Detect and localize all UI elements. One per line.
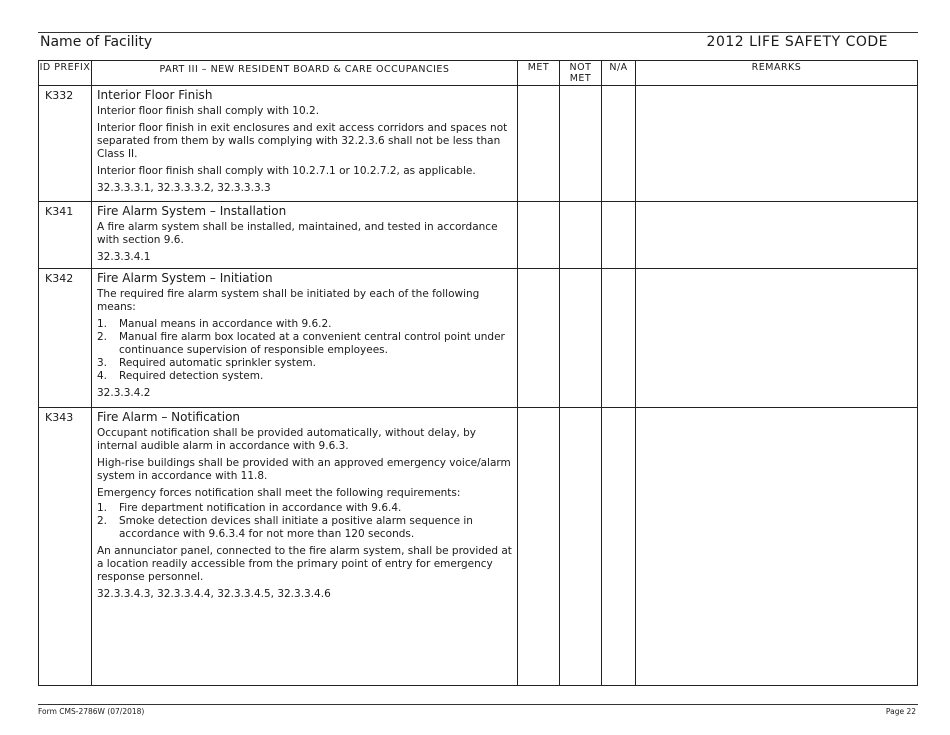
id-prefix-cell: K342 [39,269,92,408]
requirement-list [97,318,513,383]
list-number: 4. [97,370,108,382]
list-item [97,331,513,357]
na-cell[interactable] [602,408,636,686]
page-number: Page 22 [885,707,916,716]
list-text: Fire department notification in accordance with 9.6.4. [119,502,402,514]
citation: 32.3.3.4.3, 32.3.3.4.4, 32.3.3.4.5, 32.3.3.4.6 [97,588,331,600]
list-item [97,357,513,370]
tag-title: Interior Floor Finish [97,88,213,102]
requirement-text: The required fire alarm system shall be initiated by each of the following means: [97,288,480,313]
id-prefix-cell: K343 [39,408,92,686]
description-cell [92,408,518,686]
list-number: 1. [97,502,108,514]
facility-name-label: Name of Facility [40,34,153,50]
list-text: Manual fire alarm box located at a convenient central control point under continuance supervision of responsible employees. [119,331,505,356]
na-cell[interactable] [602,86,636,202]
remarks-cell[interactable] [636,86,918,202]
requirement-text: An annunciator panel, connected to the fire alarm system, shall be provided at a location readily accessible from the primary point of entry for emergency response personnel. [97,545,512,583]
description-cell [92,269,518,408]
header-row [39,61,918,86]
table-row [39,408,918,686]
remarks-header: REMARKS [636,61,918,86]
description-cell [92,86,518,202]
header-rule [38,32,918,33]
footer-rule [38,704,918,705]
tag-title: Fire Alarm System – Installation [97,204,287,218]
list-text: Manual means in accordance with 9.6.2. [119,318,332,330]
list-item [97,502,513,515]
na-cell[interactable] [602,202,636,269]
list-number: 2. [97,331,108,343]
part-header: PART III – NEW RESIDENT BOARD & CARE OCCUPANCIES [92,61,518,86]
list-number: 1. [97,318,108,330]
remarks-cell[interactable] [636,408,918,686]
not-met-cell[interactable] [560,202,602,269]
met-cell[interactable] [518,86,560,202]
id-prefix-cell: K341 [39,202,92,269]
list-item [97,370,513,383]
list-text: Smoke detection devices shall initiate a positive alarm sequence in accordance with 9.6.3.4 for not more than 120 seconds. [119,515,473,540]
table-row [39,86,918,202]
requirement-text: Interior floor finish in exit enclosures and exit access corridors and spaces not separated from them by walls complying with 32.2.3.6 shall not be less than Class II. [97,122,508,160]
id-prefix-header: ID PREFIX [39,61,92,86]
na-header: N/A [602,61,636,86]
list-item [97,318,513,331]
not-met-header: NOT MET [560,61,602,86]
met-cell[interactable] [518,408,560,686]
na-cell[interactable] [602,269,636,408]
list-item [97,515,513,541]
requirement-text: Emergency forces notification shall meet the following requirements: [97,487,461,499]
requirement-text: Occupant notification shall be provided automatically, without delay, by internal audible alarm in accordance with 9.6.3. [97,427,476,452]
citation: 32.3.3.3.1, 32.3.3.3.2, 32.3.3.3.3 [97,182,271,194]
not-met-cell[interactable] [560,269,602,408]
code-title: 2012 LIFE SAFETY CODE [706,34,888,50]
requirement-list [97,502,513,541]
requirement-text: Interior floor finish shall comply with 10.2. [97,105,320,117]
table-row [39,269,918,408]
not-met-cell[interactable] [560,86,602,202]
remarks-cell[interactable] [636,269,918,408]
survey-table [38,60,918,686]
list-text: Required detection system. [119,370,264,382]
list-number: 2. [97,515,108,527]
requirement-text: A fire alarm system shall be installed, maintained, and tested in accordance with section 9.6. [97,221,498,246]
tag-title: Fire Alarm System – Initiation [97,271,273,285]
form-number: Form CMS-2786W (07/2018) [38,707,145,716]
tag-title: Fire Alarm – Notification [97,410,241,424]
met-cell[interactable] [518,269,560,408]
requirement-text: High-rise buildings shall be provided with an approved emergency voice/alarm system in accordance with 11.8. [97,457,511,482]
remarks-cell[interactable] [636,202,918,269]
list-text: Required automatic sprinkler system. [119,357,316,369]
not-met-cell[interactable] [560,408,602,686]
requirement-text: Interior floor finish shall comply with 10.2.7.1 or 10.2.7.2, as applicable. [97,165,476,177]
met-header: MET [518,61,560,86]
list-number: 3. [97,357,108,369]
description-cell [92,202,518,269]
id-prefix-cell: K332 [39,86,92,202]
met-cell[interactable] [518,202,560,269]
table-row [39,202,918,269]
citation: 32.3.3.4.2 [97,387,151,399]
citation: 32.3.3.4.1 [97,251,151,263]
